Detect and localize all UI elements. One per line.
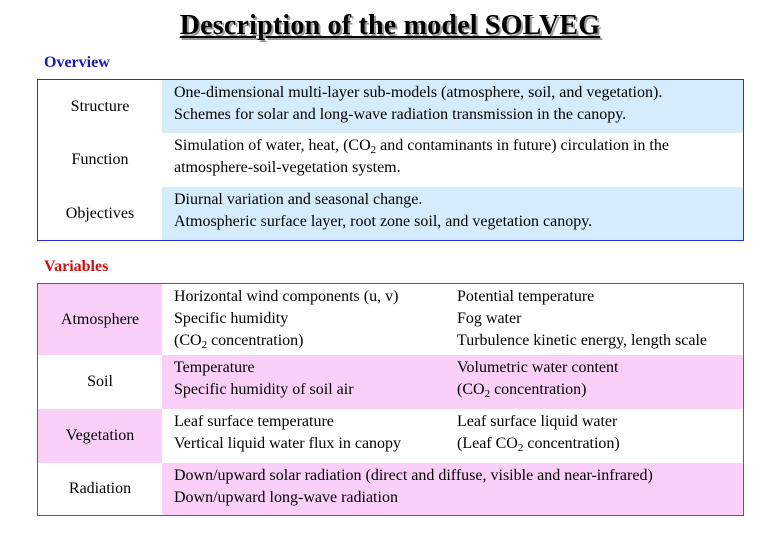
content-line: Specific humidity (174, 310, 289, 327)
content-line: Specific humidity of soil air (174, 381, 354, 398)
column-a (174, 411, 401, 455)
content-line: Down/upward solar radiation (direct and diffuse, visible and near-infrared) (174, 467, 653, 484)
content-line: Simulation of water, heat, ($CO_2$ and contaminants in future) circulation in the (174, 137, 669, 156)
variables-row-vegetation (38, 409, 743, 463)
column-b (457, 357, 618, 401)
variables-row-soil (38, 355, 743, 409)
content-line: Atmospheric surface layer, root zone soil, and vegetation canopy. (174, 213, 593, 230)
variables-row-radiation (38, 463, 743, 515)
row-content (162, 187, 743, 240)
overview-row-objectives (38, 187, 743, 240)
row-label: Function (71, 151, 129, 168)
content-line: Turbulence kinetic energy, length scale (457, 332, 707, 349)
overview-panel (37, 79, 744, 241)
variables-row-atmosphere (38, 284, 743, 355)
row-content (162, 463, 743, 515)
row-content (162, 355, 743, 409)
content-line: Potential temperature (457, 288, 595, 305)
content-line: Temperature (174, 359, 255, 376)
row-content (162, 409, 743, 463)
content-line: Volumetric water content (457, 359, 619, 376)
variables-heading: Variables (44, 258, 109, 275)
variables-panel (37, 283, 744, 516)
row-label: Soil (87, 373, 113, 390)
column-a (174, 357, 354, 401)
row-label: Vegetation (38, 409, 162, 463)
content-line: Down/upward long-wave radiation (174, 489, 398, 506)
column-a (174, 286, 398, 352)
row-label: Structure (70, 97, 130, 115)
row-label: Radiation (68, 480, 132, 497)
content-line: ($CO_2$ concentration) (174, 332, 304, 351)
content-line: ($CO_2$ concentration) (457, 381, 587, 400)
content-line: Horizontal wind components (u, v) (174, 288, 399, 305)
content-line: (Leaf $CO_2$ concentration) (457, 435, 620, 454)
content-line: atmosphere-soil-vegetation system. (174, 159, 401, 176)
row-content (162, 133, 743, 187)
overview-row-function (38, 133, 743, 187)
overview-row-structure (38, 80, 743, 133)
column-b (457, 286, 707, 352)
row-label: Atmosphere (38, 284, 162, 355)
content-line: Schemes for solar and long-wave radiation transmission in the canopy. (174, 106, 627, 123)
column-b (457, 411, 620, 455)
content-line: Diurnal variation and seasonal change. (174, 191, 423, 208)
content-line: Leaf surface liquid water (457, 413, 618, 430)
page-title: Description of the model SOLVEG (179, 10, 601, 41)
content-line: Leaf surface temperature (174, 413, 334, 430)
row-content (162, 284, 743, 355)
content-line: Fog water (457, 310, 522, 327)
row-content (162, 80, 743, 133)
content-line: Vertical liquid water flux in canopy (174, 435, 402, 452)
overview-heading: Overview (44, 54, 110, 71)
content-line: One-dimensional multi-layer sub-models (atmosphere, soil, and vegetation). (174, 84, 663, 101)
row-label: Objectives (65, 204, 135, 222)
